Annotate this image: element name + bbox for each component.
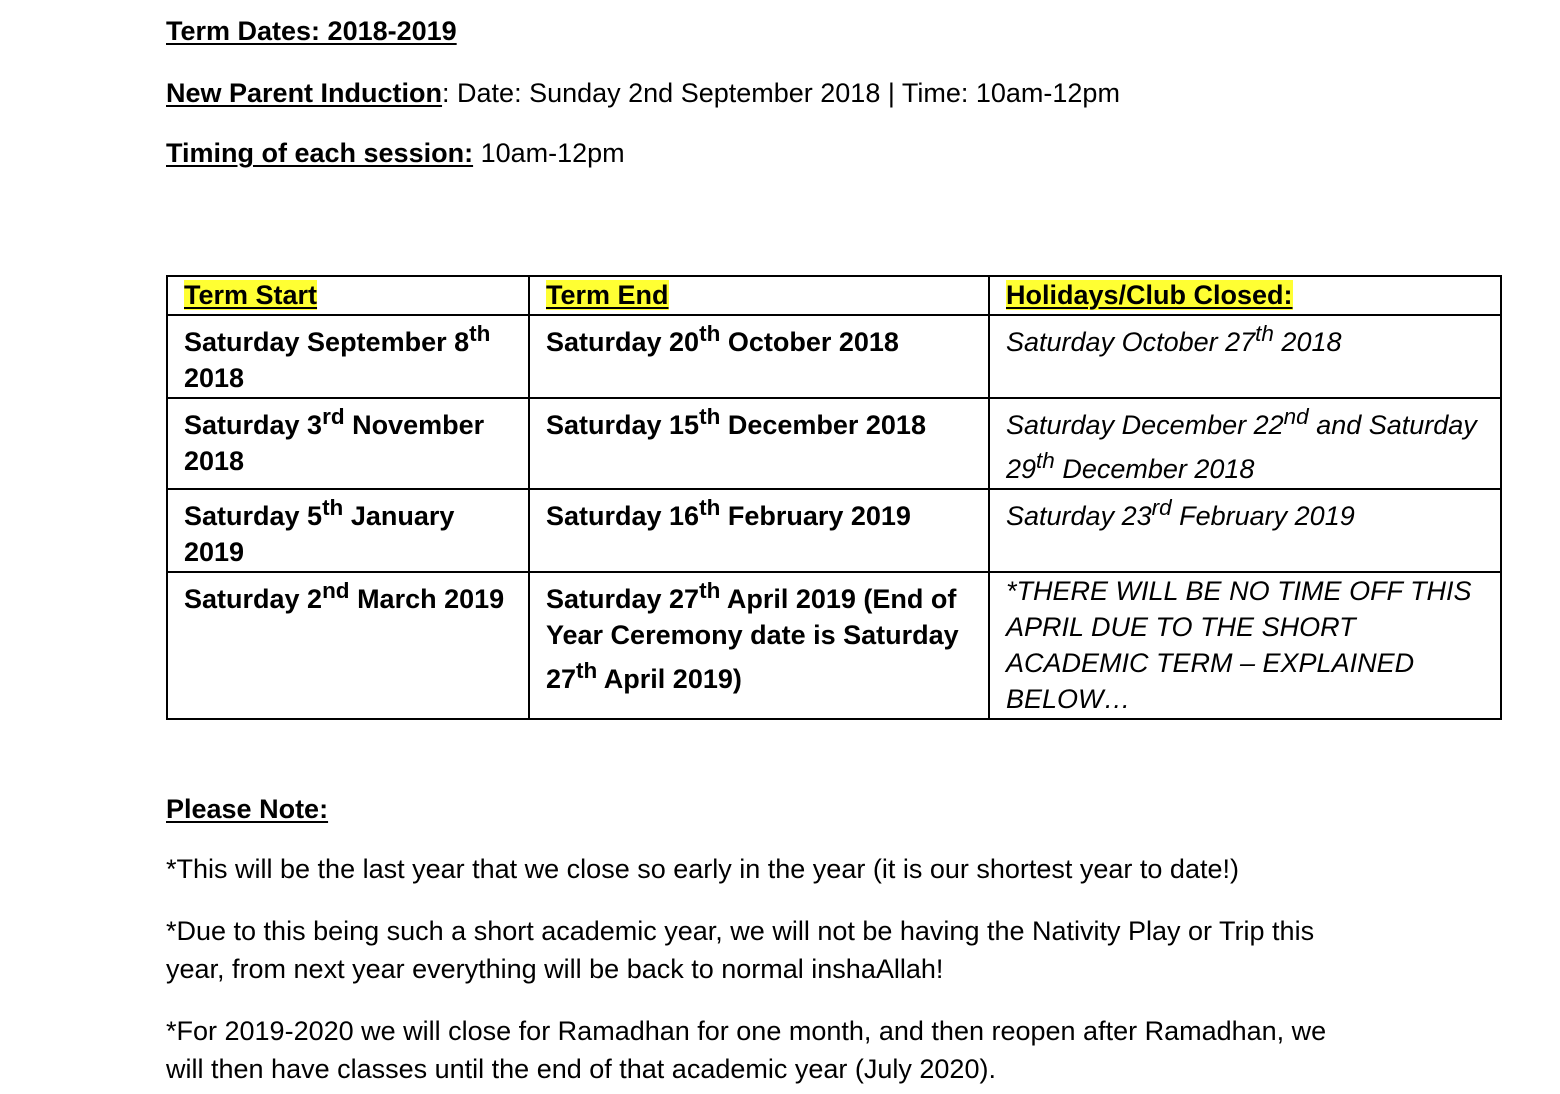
term-start-cell: Saturday 3rd November 2018	[167, 398, 529, 489]
header-holidays: Holidays/Club Closed:	[989, 276, 1501, 315]
induction-line	[166, 76, 1120, 110]
term-end-cell: Saturday 27th April 2019 (End of Year Ceremony date is Saturday 27th April 2019)	[529, 572, 989, 719]
term-end-cell: Saturday 20th October 2018	[529, 315, 989, 398]
note-paragraph: *Due to this being such a short academic year, we will not be having the Nativity Play or Trip this year, from next year everything will be back to normal inshaAllah!	[166, 916, 1315, 984]
term-end-cell: Saturday 15th December 2018	[529, 398, 989, 489]
notes-heading: Please Note:	[166, 794, 329, 824]
term-start-cell: Saturday 5th January 2019	[167, 489, 529, 572]
header-term-start: Term Start	[167, 276, 529, 315]
note-paragraph: *This will be the last year that we close so early in the year (it is our shortest year to date!)	[166, 854, 1239, 884]
term-start-cell: Saturday September 8th 2018	[167, 315, 529, 398]
term-end-cell: Saturday 16th February 2019	[529, 489, 989, 572]
table-row	[167, 398, 1501, 489]
timing-label: Timing of each session:	[166, 138, 474, 168]
table-header-row	[167, 276, 1501, 315]
header-term-end: Term End	[529, 276, 989, 315]
term-dates-table	[166, 275, 1502, 720]
session-timing-line	[166, 136, 625, 170]
table-row	[167, 315, 1501, 398]
term-start-cell: Saturday 2nd March 2019	[167, 572, 529, 719]
holiday-cell: Saturday 23rd February 2019	[989, 489, 1501, 572]
holiday-cell: Saturday December 22nd and Saturday 29th December 2018	[989, 398, 1501, 489]
document-title: Term Dates: 2018-2019	[166, 16, 457, 46]
timing-text: 10am-12pm	[473, 138, 625, 168]
holiday-cell: *THERE WILL BE NO TIME OFF THIS APRIL DUE TO THE SHORT ACADEMIC TERM – EXPLAINED BELOW…	[989, 572, 1501, 719]
holiday-cell: Saturday October 27th 2018	[989, 315, 1501, 398]
induction-text: : Date: Sunday 2nd September 2018 | Time: 10am-12pm	[442, 78, 1120, 108]
note-paragraph: *For 2019-2020 we will close for Ramadhan for one month, and then reopen after Ramadhan, we will then have classes until the end of that academic year (July 2020).	[166, 1016, 1327, 1084]
table-row	[167, 489, 1501, 572]
table-row	[167, 572, 1501, 719]
induction-label: New Parent Induction	[166, 78, 443, 108]
